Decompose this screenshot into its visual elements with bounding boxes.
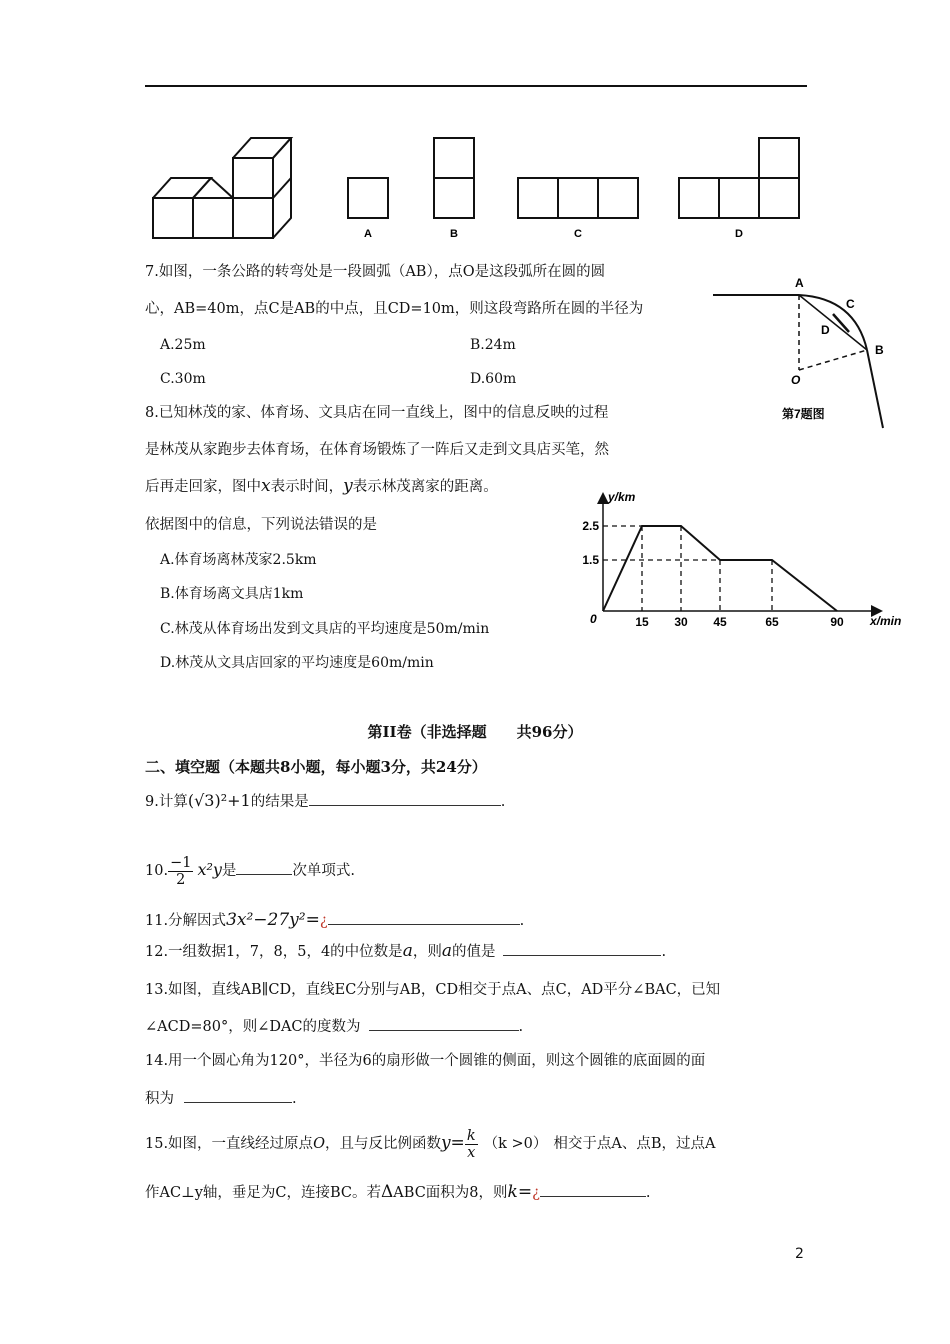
q8-option-b: B.体育场离文具店1km: [160, 586, 304, 602]
q11-expression: 3x²−27y²=: [226, 910, 320, 930]
q8-line1: 8.已知林茂的家、体育场、文具店在同一直线上，图中的信息反映的过程: [145, 405, 609, 421]
section-2-subtitle: 二、填空题（本题共8小题，每小题3分，共24分）: [145, 758, 487, 776]
x-tick-label: 65: [765, 615, 779, 629]
q7-label-a: A: [795, 276, 804, 290]
q12-suffix: 的值是: [451, 944, 496, 960]
q8-var-y: y: [343, 476, 353, 496]
q15-origin-o: O: [313, 1136, 325, 1152]
q9-end: .: [500, 794, 506, 810]
q13-end: .: [518, 1019, 524, 1035]
q15-line2-b: ABC面积为8，则: [393, 1185, 508, 1201]
q13-line1: 13.如图，直线AB∥CD，直线EC分别与AB，CD相交于点A、点C，AD平分∠BAC，已知: [145, 982, 721, 998]
q10-prefix: 10.: [145, 863, 169, 879]
q15-delta: Δ: [381, 1182, 394, 1202]
q8-option-c: C.林茂从体育场出发到文具店的平均速度是50m/min: [160, 621, 490, 637]
q12-prefix: 12.一组数据1，7，8，5，4的中位数是: [145, 944, 403, 960]
q15-condition: （k >0）: [483, 1136, 548, 1152]
q10-fraction: [168, 855, 193, 888]
view-d: [679, 138, 799, 218]
view-a: [348, 178, 388, 218]
x-tick-label: 30: [674, 615, 688, 629]
q7-label-o: O: [791, 373, 801, 387]
view-label-c: C: [574, 228, 582, 240]
q15-answer-blank[interactable]: [540, 1182, 646, 1197]
x-tick-label: 15: [635, 615, 649, 629]
q8-line3-c: 表示林茂离家的距离。: [352, 479, 498, 495]
q8-distance-time-chart: [570, 485, 915, 635]
q15-line1: [145, 1123, 716, 1164]
view-label-d: D: [735, 228, 743, 240]
q10-suffix: 是: [221, 863, 237, 879]
q9-line: [145, 791, 505, 812]
q10-denominator: 2: [176, 871, 186, 888]
q8-line3-a: 后再走回家，图中: [145, 479, 261, 495]
q8-line3: [145, 476, 498, 497]
x-axis-label: x/min: [870, 614, 902, 628]
q8-var-x: x: [261, 476, 271, 496]
q11-prefix: 11.分解因式: [145, 913, 227, 929]
x-tick-label: 90: [830, 615, 844, 629]
q11-glyph: ¿: [319, 913, 328, 929]
q7-line1: 7.如图，一条公路的转弯处是一段圆弧（AB），点O是这段弧所在圆的圆: [145, 264, 606, 280]
header-rule: [145, 85, 807, 87]
y-tick-label: 1.5: [582, 553, 599, 567]
q12-var-a-2: a: [441, 941, 452, 961]
q14-end: .: [292, 1091, 297, 1107]
q10-line: [145, 850, 355, 891]
q10-answer-blank[interactable]: [236, 860, 292, 875]
q14-line2-text: 积为: [145, 1091, 174, 1107]
q10-numerator: −1: [170, 854, 192, 871]
q7-figure: [705, 270, 905, 435]
q15-glyph: ¿: [532, 1185, 540, 1201]
q8-line2: 是林茂从家跑步去体育场，在体育场锻炼了一阵后又走到文具店买笔，然: [145, 442, 609, 458]
three-view-figure: [145, 130, 810, 245]
q7-caption: 第7题图: [782, 407, 825, 421]
q9-prefix: 9.计算: [145, 794, 188, 810]
q13-line2-text: ∠ACD=80°，则∠DAC的度数为: [145, 1019, 361, 1035]
q11-line: [145, 910, 524, 931]
q15-denominator: x: [467, 1144, 476, 1161]
q7-label-b: B: [875, 343, 884, 357]
page-number: 2: [795, 1246, 804, 1262]
q14-line1: 14.用一个圆心角为120°，半径为6的扇形做一个圆锥的侧面，则这个圆锥的底面圆的面: [145, 1053, 706, 1069]
q8-line4: 依据图中的信息，下列说法错误的是: [145, 517, 377, 533]
q7-option-c: C.30m: [160, 371, 206, 387]
q12-line: [145, 941, 666, 962]
q15-fraction: [465, 1128, 478, 1161]
section-2-title: 第II卷（非选择题 共96分）: [367, 723, 583, 741]
q7-option-b: B.24m: [470, 337, 516, 353]
q13-line2: [145, 1016, 523, 1037]
q15-numerator: k: [466, 1127, 476, 1144]
q12-answer-blank[interactable]: [503, 941, 661, 956]
q15-k-eq: k=: [507, 1182, 533, 1202]
q12-mid: ，则: [412, 944, 442, 960]
q12-var-a: a: [402, 941, 413, 961]
q7-label-c: C: [846, 297, 855, 311]
q11-end: .: [519, 913, 525, 929]
q9-suffix: 的结果是: [250, 794, 309, 810]
q14-answer-blank[interactable]: [184, 1088, 292, 1103]
q7-option-d: D.60m: [470, 371, 517, 387]
q12-end: .: [661, 944, 667, 960]
x-tick-label: 45: [713, 615, 727, 629]
q7-line2: 心，AB=40m，点C是AB的中点，且CD=10m，则这段弯路所在圆的半径为: [145, 301, 644, 317]
q15-line1-a: 15.如图，一直线经过原点: [145, 1136, 314, 1152]
q15-line1-c: 相交于点A、点B，过点A: [553, 1136, 716, 1152]
q9-answer-blank[interactable]: [309, 791, 501, 806]
q15-line1-b: ，且与反比例函数: [324, 1136, 441, 1152]
cube-solid: [153, 138, 291, 238]
q14-line2: [145, 1088, 297, 1109]
q13-answer-blank[interactable]: [369, 1016, 519, 1031]
y-tick-label: 2.5: [582, 519, 599, 533]
y-axis-label: y/km: [608, 490, 636, 504]
q15-line2: [145, 1182, 650, 1203]
view-label-a: A: [364, 228, 372, 240]
q15-y-eq: y=: [440, 1133, 465, 1153]
q15-end: .: [645, 1185, 651, 1201]
q7-option-a: A.25m: [160, 337, 206, 353]
view-label-b: B: [450, 228, 458, 240]
q8-option-d: D.林茂从文具店回家的平均速度是60m/min: [160, 655, 434, 671]
q11-answer-blank[interactable]: [328, 910, 520, 925]
q9-expression: (√3)²+1: [187, 791, 251, 810]
q8-option-a: A.体育场离林茂家2.5km: [160, 552, 317, 568]
q10-expression: x²y: [197, 860, 222, 879]
q15-line2-a: 作AC⊥y轴，垂足为C，连接BC。若: [145, 1185, 382, 1201]
view-b: [434, 138, 474, 218]
q10-end: 次单项式.: [292, 863, 356, 879]
q7-label-d: D: [821, 323, 830, 337]
view-c: [518, 178, 638, 218]
origin-label: 0: [590, 612, 597, 626]
q8-line3-b: 表示时间，: [270, 479, 344, 495]
